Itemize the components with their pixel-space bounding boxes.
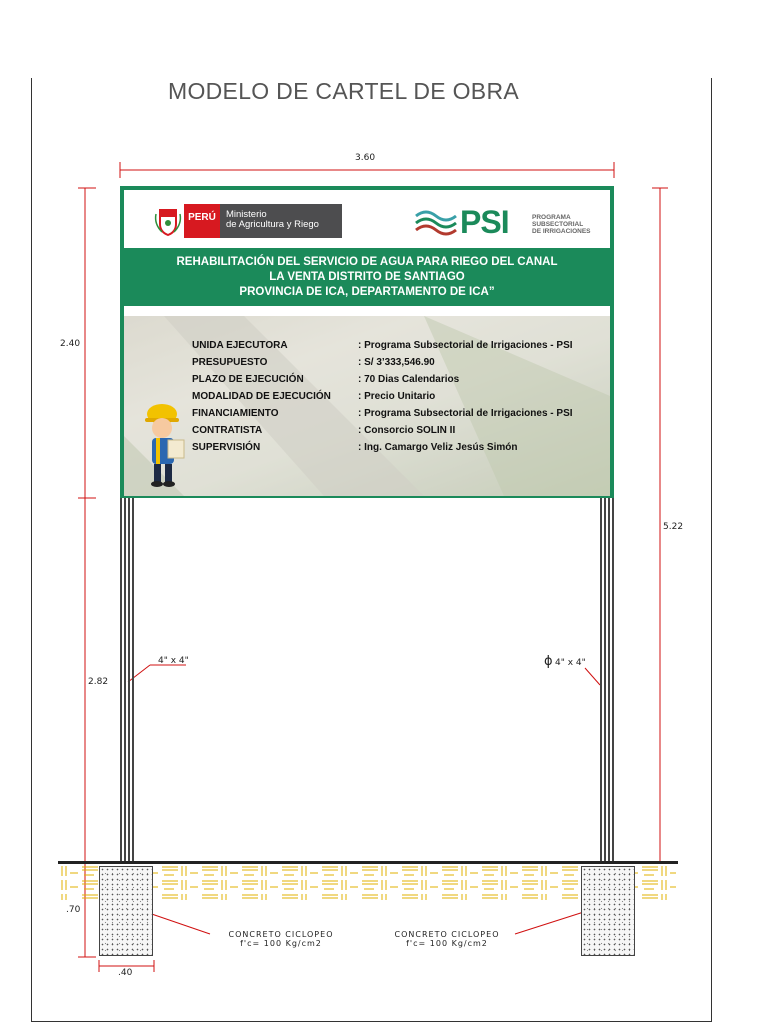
info-label: PRESUPUESTO — [192, 357, 268, 368]
psi-subtitle — [532, 214, 591, 235]
footing-right — [581, 866, 635, 956]
post-right — [600, 498, 614, 864]
frame-bottom-border — [31, 1021, 712, 1022]
banner-line1: REHABILITACIÓN DEL SERVICIO DE AGUA PARA RIEGO DEL CANAL — [176, 256, 558, 268]
ministry-logo — [152, 204, 346, 238]
info-value: : 70 Dias Calendarios — [358, 374, 460, 385]
psi-sub-line1: PROGRAMA — [532, 214, 571, 221]
concrete-label-left — [226, 930, 336, 948]
info-value: : Ing. Camargo Veliz Jesús Simón — [358, 442, 518, 453]
concrete-label-left-line1: CONCRETO CICLOPEO — [228, 930, 334, 939]
info-label: PLAZO DE EJECUCIÓN — [192, 374, 304, 385]
post-left-size-label: 4" x 4" — [158, 656, 189, 666]
info-label: FINANCIAMIENTO — [192, 408, 279, 419]
footing-left — [99, 866, 153, 956]
page-title: MODELO DE CARTEL DE OBRA — [168, 78, 519, 104]
concrete-label-right-line1: CONCRETO CICLOPEO — [394, 930, 500, 939]
peru-coat-of-arms-icon — [152, 204, 184, 238]
dimension-footing-width-label: .40 — [118, 968, 133, 978]
psi-acronym: PSI — [460, 204, 509, 240]
sign-header — [124, 190, 610, 248]
water-wave-icon — [414, 204, 458, 238]
info-value: : Precio Unitario — [358, 391, 436, 402]
worker-mascot-icon — [136, 396, 192, 488]
psi-sub-line3: DE IRRIGACIONES — [532, 228, 591, 235]
info-value: : Programa Subsectorial de Irrigaciones - PSI — [358, 340, 573, 351]
info-value: : Programa Subsectorial de Irrigaciones - PSI — [358, 408, 573, 419]
banner-line2: LA VENTA DISTRITO DE SANTIAGO — [269, 271, 465, 283]
ministry-line2: de Agricultura y Riego — [226, 219, 319, 230]
psi-sub-line2: SUBSECTORIAL — [532, 221, 584, 228]
banner-line3: PROVINCIA DE ICA, DEPARTAMENTO DE ICA” — [239, 286, 495, 298]
info-label: SUPERVISIÓN — [192, 442, 261, 453]
concrete-label-right — [382, 930, 512, 948]
post-right-size-label: 4" x 4" — [555, 658, 586, 668]
dimension-total-height-label: 5.22 — [663, 522, 684, 532]
peru-label: PERÚ — [184, 204, 220, 238]
dimension-sign-height-label: 2.40 — [60, 339, 81, 349]
ministry-name — [220, 204, 342, 238]
info-value: : Consorcio SOLIN II — [358, 425, 456, 436]
info-label: CONTRATISTA — [192, 425, 263, 436]
post-left — [120, 498, 134, 864]
phi-symbol: ϕ — [544, 654, 553, 669]
concrete-label-left-line2: f'c= 100 Kg/cm2 — [240, 939, 322, 948]
dimension-post-height-label: 2.82 — [88, 677, 109, 687]
ministry-line1: Ministerio — [226, 209, 267, 220]
info-label: UNIDA EJECUTORA — [192, 340, 288, 351]
psi-logo — [414, 204, 594, 238]
concrete-label-right-line2: f'c= 100 Kg/cm2 — [406, 939, 488, 948]
info-value: : S/ 3’333,546.90 — [358, 357, 435, 368]
project-title-banner — [124, 248, 610, 306]
sign-board — [120, 186, 614, 498]
info-label: MODALIDAD DE EJECUCIÓN — [192, 391, 331, 402]
dimension-width-label: 3.60 — [355, 153, 376, 163]
dimension-footing-depth-label: .70 — [66, 905, 81, 915]
